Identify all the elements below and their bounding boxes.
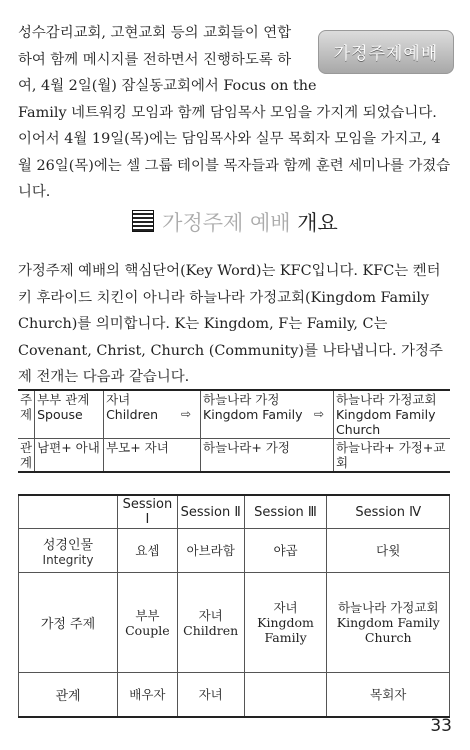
flow-cell: 자녀 Children	[104, 390, 172, 439]
flow-row-relation	[18, 439, 450, 473]
session-header: Session Ⅳ	[327, 495, 450, 529]
session-cell: 아브라함	[177, 529, 244, 573]
session-cell: 요셉	[118, 529, 178, 573]
intro-line-2: 하여 함께 메시지를 전하면서 진행하도록 하	[18, 51, 292, 68]
heading-dark-text: 개요	[297, 211, 338, 235]
session-cell: 야곱	[244, 529, 327, 573]
row-head-label: 성경인물	[42, 538, 94, 553]
row-head: 관계	[19, 673, 118, 717]
flow-cell: 남편+ 아내	[35, 439, 104, 473]
session-header-row	[19, 495, 450, 529]
session-row-relation	[19, 673, 450, 717]
flow-side-relation: 관계	[18, 439, 35, 473]
session-cell: 자녀 Kingdom Family	[244, 573, 327, 673]
page-number: 33	[430, 716, 452, 736]
flow-cell: 부부 관계 Spouse	[35, 390, 104, 439]
right-arrow-icon: ⇨	[172, 390, 200, 439]
section-heading	[0, 207, 470, 237]
flow-side-theme: 주제	[18, 390, 35, 439]
right-arrow-icon: ⇨	[305, 390, 333, 439]
session-cell: 부부 Couple	[118, 573, 178, 673]
intro-line-3: 여, 4월 2일(월) 잠실동교회에서 Focus on the	[18, 78, 317, 94]
session-cell: 배우자	[118, 673, 178, 717]
section-badge-label: 가정주제예배	[333, 44, 439, 64]
session-header: Session Ⅰ	[118, 495, 178, 529]
heading-grey-text: 가정주제 예배	[162, 211, 291, 235]
row-head: 가정 주제	[19, 573, 118, 673]
session-row-theme	[19, 573, 450, 673]
overview-paragraph: 가정주제 예배의 핵심단어(Key Word)는 KFC입니다. KFC는 켄터키 후라이드 치킨이 아니라 하늘나라 가정교회(Kingdom Family Church)를 의미합니다. K는 Kingdom, F는 Family, C는 Covenant, Christ, Church (Community)를 나타냅니다. 가정주제 전개는 다음과 같습니다.	[18, 263, 443, 385]
session-cell: 자녀	[177, 673, 244, 717]
session-table	[18, 494, 450, 718]
flow-cell: 하늘나라+ 가정	[201, 439, 305, 473]
flow-cell: 하늘나라 가정교회 Kingdom Family Church	[333, 390, 450, 439]
square-bullet-icon	[132, 210, 154, 232]
intro-line-1: 성수감리교회, 고현교회 등의 교회들이 연합	[18, 25, 292, 41]
row-head-sub: Integrity	[42, 553, 94, 567]
intro-paragraph	[18, 20, 454, 206]
session-cell: 다윗	[327, 529, 450, 573]
session-row-character	[19, 529, 450, 573]
session-header: Session Ⅲ	[244, 495, 327, 529]
session-cell: 목회자	[327, 673, 450, 717]
flow-cell: 부모+ 자녀	[104, 439, 172, 473]
theme-flow-table	[18, 389, 450, 473]
session-cell: 하늘나라 가정교회 Kingdom Family Church	[327, 573, 450, 673]
session-cell: 자녀 Children	[177, 573, 244, 673]
session-cell	[244, 673, 327, 717]
session-header: Session Ⅱ	[177, 495, 244, 529]
flow-cell: 하늘나라 가정 Kingdom Family	[201, 390, 305, 439]
row-head	[19, 529, 118, 573]
flow-row-theme	[18, 390, 450, 439]
intro-rest: Family 네트워킹 모임과 함께 담임목사 모임을 가지게 되었습니다. 이어서 4월 19일(목)에는 담임목사와 실무 목회자 모임을 가지고, 4월 26일(목)에는 셀 그룹 테이블 목자들과 함께 훈련 세미나를 가졌습니다.	[18, 104, 451, 200]
flow-spacer	[305, 439, 333, 473]
flow-cell: 하늘나라+ 가정+교회	[333, 439, 450, 473]
flow-spacer	[172, 439, 200, 473]
session-corner	[19, 495, 118, 529]
